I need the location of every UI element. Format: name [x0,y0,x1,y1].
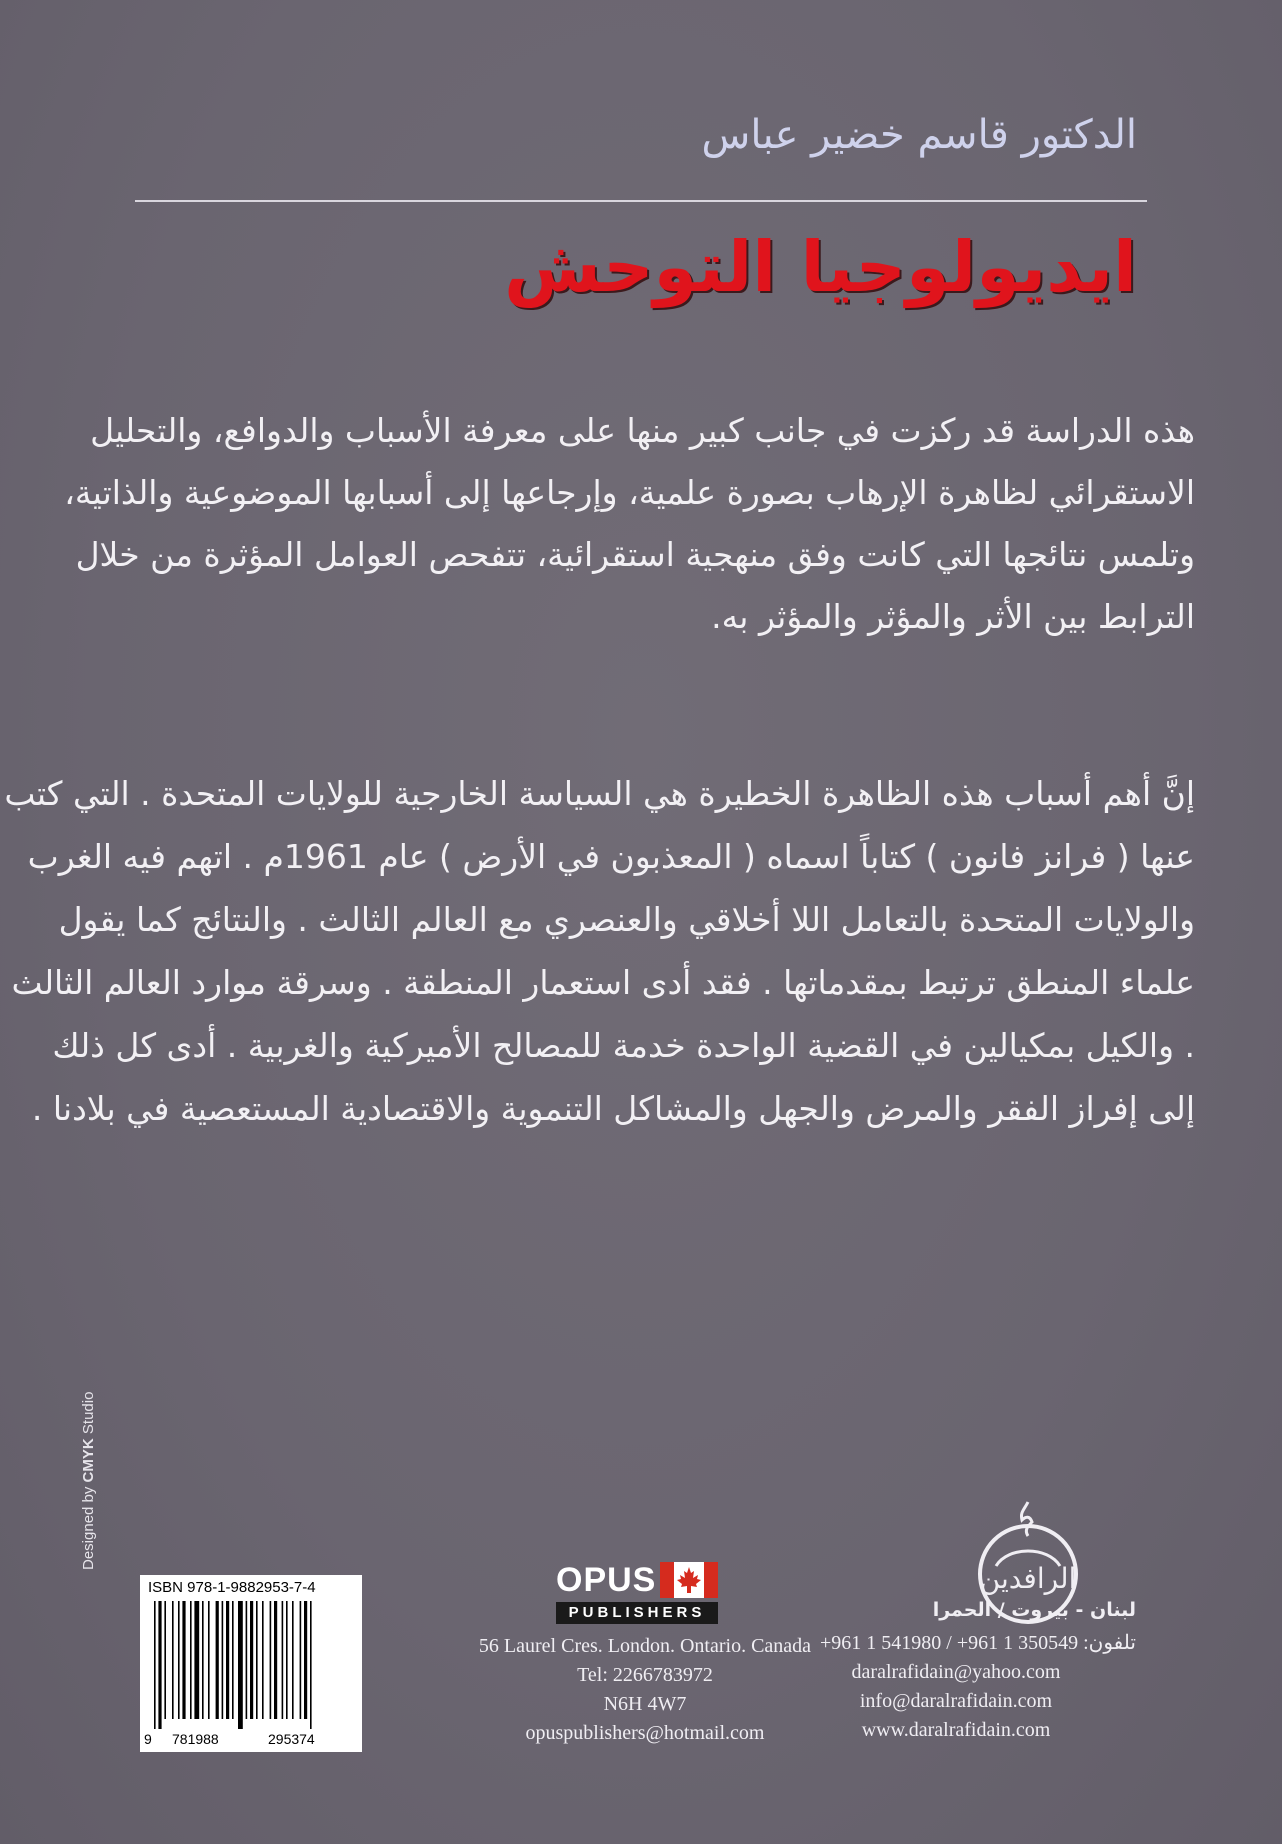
blurb-line: والولايات المتحدة بالتعامل اللا أخلاقي والعنصري مع العالم الثالث . والنتائج كما يقول [58,900,1195,939]
opus-email: opuspublishers@hotmail.com [525,1722,765,1744]
opus-logo-name: OPUS [556,1561,657,1599]
blurb-line: هذه الدراسة قد ركزت في جانب كبير منها على معرفة الأسباب والدوافع، والتحليل [90,411,1195,450]
blurb-line: علماء المنطق ترتبط بمقدماتها . فقد أدى استعمار المنطقة . وسرقة موارد العالم الثالث [11,963,1195,1002]
designer-credit [80,1392,97,1570]
opus-logo-subtitle: PUBLISHERS [556,1602,718,1624]
barcode-digit-prefix: 9 [144,1731,152,1747]
isbn-label: ISBN 978-1-9882953-7-4 [148,1579,316,1596]
blurb-line: وتلمس نتائجها التي كانت وفق منهجية استقرائية، تتفحص العوامل المؤثرة من خلال [75,535,1195,574]
isbn-barcode [140,1575,362,1752]
credit-studio-rest: Studio [80,1391,97,1435]
rafidain-email: daralrafidain@yahoo.com [851,1661,1061,1683]
blurb-line: عنها ( فرانز فانون ) كتاباً اسماه ( المعذبون في الأرض ) عام 1961م . اتهم فيه الغرب [27,837,1195,876]
rafidain-website: www.daralrafidain.com [861,1719,1051,1741]
credit-studio-bold: CMYK [80,1438,97,1483]
opus-publishers-logo [556,1560,724,1626]
opus-telephone: Tel: 2266783972 [577,1664,713,1686]
barcode-bars [148,1601,354,1729]
barcode-digit-group-2: 295374 [268,1731,315,1747]
rafidain-contact-info [796,1596,1136,1745]
blurb-line: إنَّ أهم أسباب هذه الظاهرة الخطيرة هي السياسة الخارجية للولايات المتحدة . التي كتب [4,774,1195,813]
rafidain-info-email: info@daralrafidain.com [859,1690,1053,1712]
book-title: ايديولوجيا التوحش [504,226,1137,308]
blurb-line: . والكيل بمكيالين في القضية الواحدة خدمة للمصالح الأميركية والغربية . أدى كل ذلك [52,1026,1195,1065]
blurb-line: الترابط بين الأثر والمؤثر والمؤثر به. [711,597,1195,636]
canada-flag-icon [660,1562,718,1598]
rafidain-phone: تلفون: 350549 1 961+ / 541980 1 961+ [819,1632,1136,1654]
credit-prefix: Designed by [80,1486,97,1570]
author-name: الدكتور قاسم خضير عباس [701,112,1137,158]
opus-postal-code: N6H 4W7 [603,1693,687,1715]
rafidain-logo-text: الرافدين [979,1562,1077,1595]
blurb-line: الاستقرائي لظاهرة الإرهاب بصورة علمية، وإرجاعها إلى أسبابها الموضوعية والذاتية، [64,473,1195,512]
opus-address: 56 Laurel Cres. London. Ontario. Canada [478,1635,812,1657]
opus-contact-info [440,1632,850,1748]
rafidain-location: لبنان - بيروت / الحمرا [932,1599,1136,1621]
divider-line [135,200,1147,202]
blurb-paragraph-2 [4,762,1195,1140]
blurb-paragraph-1 [64,400,1195,648]
barcode-digit-group-1: 781988 [172,1731,219,1747]
blurb-line: إلى إفراز الفقر والمرض والجهل والمشاكل التنموية والاقتصادية المستعصية في بلادنا . [31,1089,1195,1128]
